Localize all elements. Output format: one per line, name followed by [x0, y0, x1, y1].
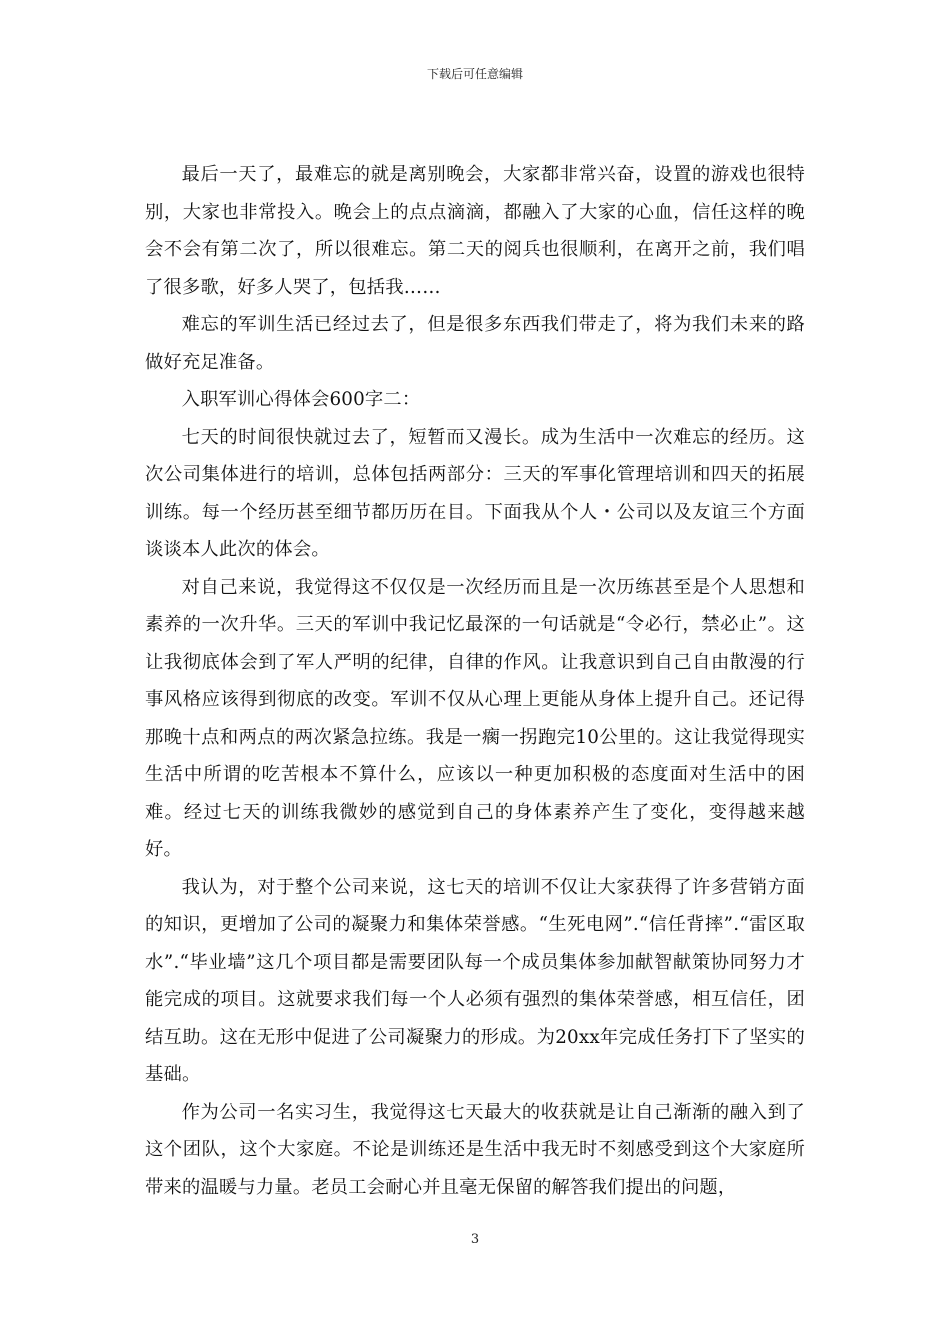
- page-header: 下载后可任意编辑: [426, 67, 523, 81]
- paragraph-company: 我认为，对于整个公司来说，这七天的培训不仅让大家获得了许多营销方面的知识，更增加了公司的凝聚力和集体荣誉感。“生死电网”.“信任背摔”.“雷区取水”.“毕业墙”这几个项目都是需要团队每一个成员集体参加献智献策协同努力才能完成的项目。这就要求我们每一个人必须有强烈的集体荣誉感，相互信任，团结互助。这在无形中促进了公司凝聚力的形成。为20xx年完成任务打下了坚实的基础。: [145, 876, 805, 1085]
- section-heading: 入职军训心得体会600字二：: [181, 389, 421, 410]
- page-number: 3: [470, 1232, 480, 1247]
- paragraph-personal: 对自己来说，我觉得这不仅仅是一次经历而且是一次历练甚至是个人思想和素养的一次升华。三天的军训中我记忆最深的一句话就是“令必行，禁必止”。这让我彻底体会到了军人严明的纪律，自律的作风。让我意识到自己自由散漫的行事风格应该得到彻底的改变。军训不仅从心理上更能从身体上提升自己。还记得那晚十点和两点的两次紧急拉练。我是一瘸一拐跑完10公里的。这让我觉得现实生活中所谓的吃苦根本不算什么，应该以一种更加积极的态度面对生活中的困难。经过七天的训练我微妙的感觉到自己的身体素养产生了变化，变得越来越好。: [145, 576, 806, 860]
- paragraph-intern: 作为公司一名实习生，我觉得这七天最大的收获就是让自己渐渐的融入到了这个团队，这个大家庭。不论是训练还是生活中我无时不刻感受到这个大家庭所带来的温暖与力量。老员工会耐心并且毫无保留的解答我们提出的问题，: [145, 1101, 805, 1198]
- paragraph-seven-days: 七天的时间很快就过去了，短暂而又漫长。成为生活中一次难忘的经历。这次公司集体进行的培训，总体包括两部分：三天的军事化管理培训和四天的拓展训练。每一个经历甚至细节都历历在目。下面我从个人・公司以及友谊三个方面谈谈本人此次的体会。: [145, 426, 805, 560]
- paragraph-memorable-training: 难忘的军训生活已经过去了，但是很多东西我们带走了，将为我们未来的路做好充足准备。: [145, 314, 805, 373]
- document-body: [145, 156, 805, 1206]
- paragraph-farewell-party: 最后一天了，最难忘的就是离别晚会，大家都非常兴奋，设置的游戏也很特别，大家也非常投入。晚会上的点点滴滴，都融入了大家的心血，信任这样的晚会不会有第二次了，所以很难忘。第二天的阅兵也很顺利，在离开之前，我们唱了很多歌，好多人哭了，包括我……: [145, 164, 805, 298]
